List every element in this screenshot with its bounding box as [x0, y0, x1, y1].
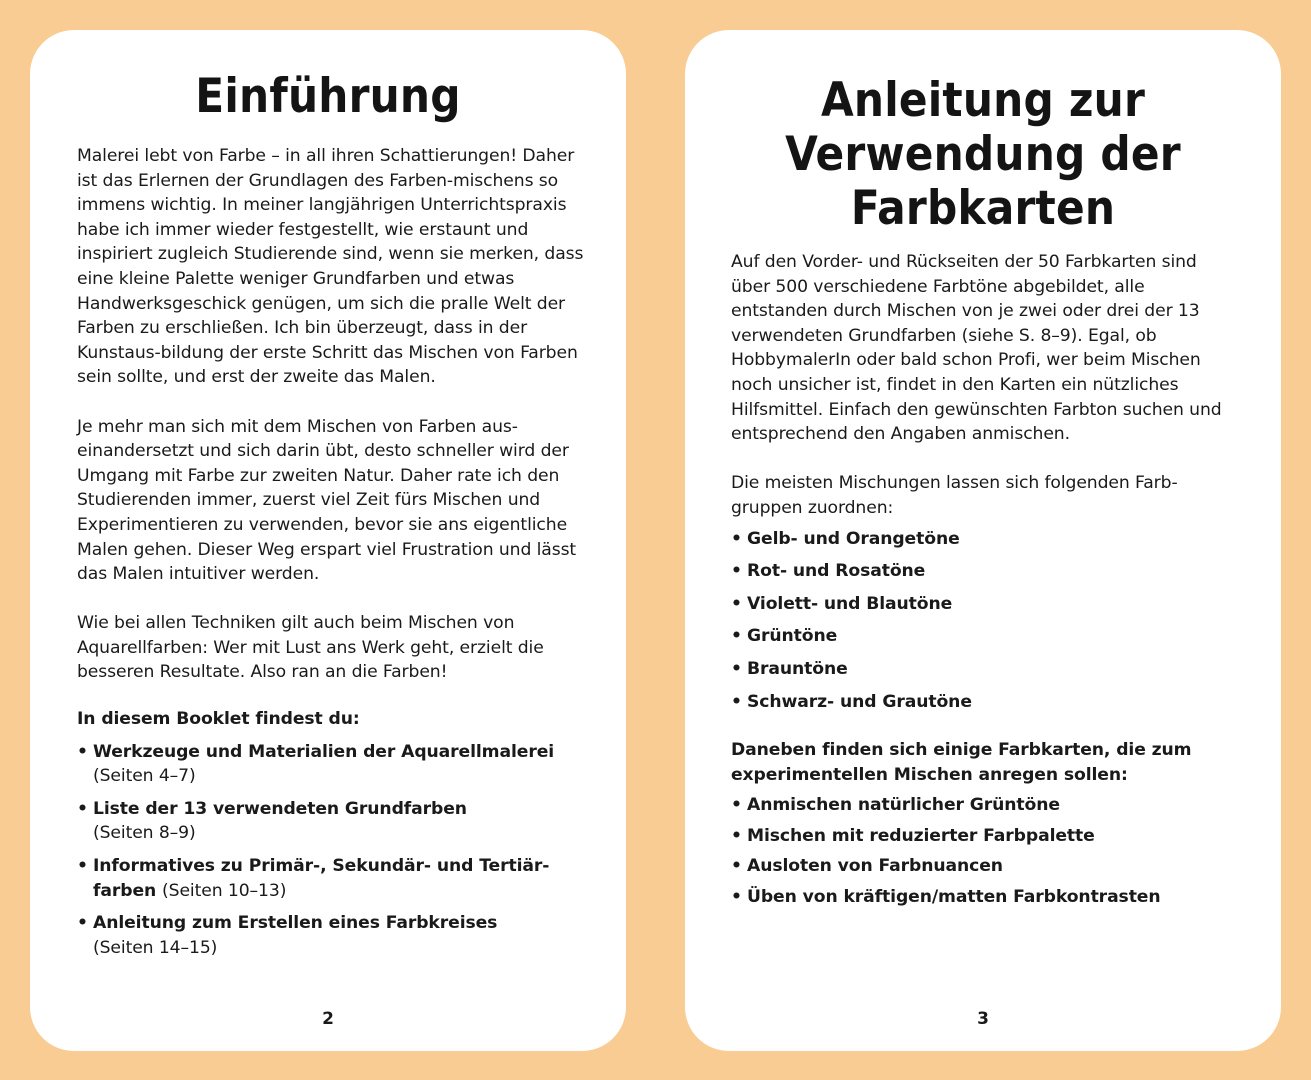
page-left	[30, 30, 626, 1051]
bullet-icon: •	[731, 825, 742, 846]
list-item	[731, 527, 1241, 552]
list-item-text: Werkzeuge und Materialien der Aquarellmalerei	[93, 741, 555, 762]
list-item-text: Violett- und Blautöne	[747, 593, 953, 614]
title-line: Farbkarten	[850, 181, 1116, 236]
list-item	[77, 911, 587, 960]
page-title	[685, 74, 1281, 236]
list-item	[731, 690, 1241, 715]
paragraph: Malerei lebt von Farbe – in all ihren Schattierungen! Daher ist das Erlernen der Grundlagen des Farben-mischens so immens wichtig. In meiner langjährigen Unterrichtspraxis habe ich immer wieder festgestellt, wie erstaunt und inspiriert zugleich Studierende sind, wenn sie merken, dass eine kleine Palette weniger Grundfarben und etwas Handwerksgeschick genügen, um sich die pralle Welt der Farben zu erschließen. Ich bin überzeugt, dass in der Kunstaus-bildung der erste Schritt das Mischen von Farben sein sollte, und erst der zweite das Malen.	[77, 146, 584, 388]
list-item	[731, 824, 1241, 849]
paragraph: Wie bei allen Techniken gilt auch beim Mischen von Aquarellfarben: Wer mit Lust ans Werk geht, erzielt die besseren Resultate. Also ran an die Farben!	[77, 613, 544, 683]
experiments-list	[731, 793, 1241, 909]
bullet-icon: •	[731, 528, 742, 549]
bullet-icon: •	[731, 658, 742, 679]
list-item-text: Grüntöne	[747, 626, 838, 647]
page-number: 3	[977, 1009, 989, 1029]
list-item-text: Gelb- und Orangetöne	[747, 528, 960, 549]
list-item-text: Schwarz- und Grautöne	[747, 691, 972, 712]
list-item-text: Anleitung zum Erstellen eines Farbkreises	[93, 913, 498, 934]
bullet-icon: •	[731, 561, 742, 582]
experiments-intro-text: Daneben finden sich einige Farbkarten, die zum experimentellen Mischen anregen sollen:	[731, 740, 1192, 785]
bullet-icon: •	[731, 691, 742, 712]
list-item-text: Anmischen natürlicher Grüntöne	[747, 795, 1060, 816]
page-number: 2	[322, 1009, 334, 1029]
bullet-icon: •	[731, 795, 742, 816]
list-item	[731, 657, 1241, 682]
list-item	[77, 740, 587, 789]
paragraph: Auf den Vorder- und Rückseiten der 50 Farbkarten sind über 500 verschiedene Farbtöne abgebildet, alle entstanden durch Mischen von je zwei oder drei der 13 verwendeten Grundfarben (siehe S. 8–9). Egal, ob HobbymalerIn oder bald schon Profi, wer beim Mischen noch unsicher ist, findet in den Karten ein nützliches Hilfsmittel. Einfach den gewünschten Farbton suchen und entsprechend den Angaben anmischen.	[731, 252, 1222, 445]
page-right	[685, 30, 1281, 1051]
title-line: Anleitung zur	[820, 73, 1146, 128]
title-line: Verwendung der	[785, 127, 1181, 182]
bullet-icon: •	[731, 626, 742, 647]
list-item-pages: (Seiten 14–15)	[93, 937, 218, 958]
bullet-icon: •	[77, 741, 88, 762]
list-item-text: Rot- und Rosatöne	[747, 561, 926, 582]
list-item	[731, 793, 1241, 818]
list-item-text: Liste der 13 verwendeten Grundfarben	[93, 798, 467, 819]
bullet-icon: •	[77, 913, 88, 934]
list-item-pages: (Seiten 10–13)	[162, 880, 287, 901]
list-item	[77, 797, 587, 846]
list-item	[731, 885, 1241, 910]
list-item-text: Brauntöne	[747, 658, 848, 679]
contents-list	[77, 740, 587, 961]
list-item-pages: (Seiten 8–9)	[93, 823, 196, 844]
bullet-icon: •	[731, 887, 742, 908]
groups-intro: Die meisten Mischungen lassen sich folgenden Farb-gruppen zuordnen:	[731, 473, 1178, 518]
page-title: Einführung	[195, 69, 461, 124]
list-item	[77, 854, 587, 903]
list-item	[731, 559, 1241, 584]
list-item-text: Üben von kräftigen/matten Farbkontrasten	[747, 887, 1161, 908]
instructions-text	[731, 250, 1241, 910]
list-item-text: Mischen mit reduzierter Farbpalette	[747, 825, 1095, 846]
list-heading: In diesem Booklet findest du:	[77, 709, 360, 730]
color-groups-list	[731, 527, 1241, 715]
list-item-pages: (Seiten 4–7)	[93, 766, 196, 787]
bullet-icon: •	[731, 856, 742, 877]
bullet-icon: •	[731, 593, 742, 614]
list-item-text: Ausloten von Farbnuancen	[747, 856, 1003, 877]
experiments-intro	[731, 738, 1241, 787]
list-item	[731, 854, 1241, 879]
paragraph: Je mehr man sich mit dem Mischen von Farben aus-einandersetzt und sich darin übt, desto schneller wird der Umgang mit Farbe zur zweiten Natur. Daher rate ich den Studierenden immer, zuerst viel Zeit fürs Mischen und Experimentieren zu verwenden, bevor sie ans eigentliche Malen gehen. Dieser Weg erspart viel Frustration und lässt das Malen intuitiver werden.	[77, 416, 577, 585]
list-item	[731, 592, 1241, 617]
introduction-text	[77, 144, 587, 960]
bullet-icon: •	[77, 856, 88, 877]
bullet-icon: •	[77, 798, 88, 819]
list-item	[731, 624, 1241, 649]
list-item-text: Informatives zu Primär-, Sekundär- und Tertiär-farben	[93, 856, 550, 901]
